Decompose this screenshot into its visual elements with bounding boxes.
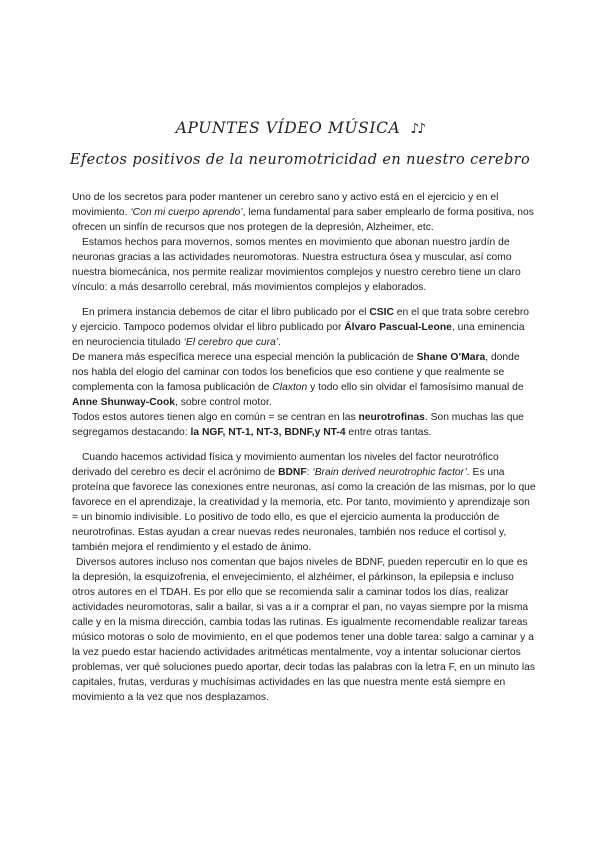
neurotrophin-list: la NGF, NT-1, NT-3, BDNF,y NT-4 — [190, 427, 346, 438]
author-shunway-cook: Anne Shunway-Cook — [72, 397, 175, 408]
title-text: APUNTES VÍDEO MÚSICA — [175, 119, 401, 137]
paragraph-movement: Estamos hechos para movernos, somos mentes en movimiento que abonan nuestro jardín de neuronas gracias a las actividades neuromotoras. Nuestra estructura ósea y muscular, así como nuestra biomecánica, nos permite realizar movimientos complejos y nuestro cerebro tiene un claro vínculo: a más desarrollo cerebral, más movimientos complejos y elaborados. — [72, 237, 521, 293]
neurotrofinas-term: neurotrofinas — [358, 412, 425, 423]
document-title — [0, 118, 600, 139]
document-subtitle: Efectos positivos de la neuromotricidad en nuestro cerebro — [69, 152, 531, 168]
music-notes-icon: ♪♪ — [410, 121, 425, 137]
quote-con-mi-cuerpo: ‘Con mi cuerpo aprendo’ — [130, 207, 243, 218]
author-omara: Shane O’Mara — [416, 352, 486, 363]
paragraph-bdnf: Cuando hacemos actividad física y movimiento aumentan los niveles del factor neurotrófico derivado del cerebro es decir el acrónimo de BDNF: ‘Brain derived neurotrophic factor’. Es una proteína que favorece las conexiones entre neuronas, así como la creación de las mismas, por lo que favorece en el aprendizaje, la creatividad y la memoria, etc. Por tanto, movimiento y aprendizaje son = un binomio indivisible. Lo positivo de todo ello, es que el ejercicio aumenta la producción de neurotrofinas. Estas ayudan a crear nuevas redes neuronales, también nos reduce el cortisol y, también mejora el rendimiento y el estado de ánimo. — [72, 452, 536, 553]
paragraph-recommendations: Diversos autores incluso nos comentan que bajos niveles de BDNF, pueden repercutir en lo que es la depresión, la esquizofrenia, el envejecimiento, el alzhéimer, el párkinson, la epilepsia e incluso otros autores en el TDAH. Es por ello que se recomienda salir a caminar todos los días, realizar actividades neuromotoras, salir a bailar, si vas a ir a comprar el pan, no vayas siempre por la misma calle y en la misma dirección, cambia todas las rutinas. Es igualmente recomendable realizar tareas músico motoras o solo de movimiento, en el que podemos tener una doble tarea: salgo a caminar y a la vez puedo estar haciendo actividades aritméticas mentalmente, voy a intentar solucionar ciertos problemas, ver qué soluciones puedo aportar, decir todas las palabras con la letra F, en un minuto las capitales, frutas, verduras y muchísimas actividades en las que nuestra mente está siempre en movimiento a la vez que nos desplazamos. — [72, 557, 536, 703]
csic-ref: CSIC — [369, 307, 394, 318]
paragraph-neurotrophins: Todos estos autores tienen algo en común = se centran en las neurotrofinas. Son muchas las que segregamos destacando: la NGF, NT-1, NT-3, BDNF,y NT-4 entre otras tantas. — [72, 412, 524, 438]
document-body — [72, 190, 536, 705]
author-pascual-leone: Álvaro Pascual-Leone — [344, 322, 452, 333]
header — [0, 118, 600, 170]
paragraph-authors: De manera más específica merece una especial mención la publicación de Shane O’Mara, donde nos habla del elogio del caminar con todos los beneficios que eso contiene y que realmente se complementa con la famosa publicación de Claxton y todo ello sin olvidar el famosísimo manual de Anne Shunway-Cook, sobre control motor. — [72, 352, 524, 408]
book-title: ‘El cerebro que cura’ — [183, 337, 279, 348]
bdnf-term: BDNF — [278, 467, 307, 478]
paragraph-books: En primera instancia debemos de citar el libro publicado por el CSIC en el que trata sobre cerebro y ejercicio. Tampoco podemos olvidar el libro publicado por Álvaro Pascual-Leone, una eminencia en neurociencia titulado ‘El cerebro que cura’. — [72, 307, 530, 348]
claxton-ref: Claxton — [272, 382, 308, 393]
bdnf-expansion: ‘Brain derived neurotrophic factor’ — [312, 467, 467, 478]
paragraph-intro: Uno de los secretos para poder mantener un cerebro sano y activo está en el ejercicio y en el movimiento. ‘Con mi cuerpo aprendo’, lema fundamental para saber emplearlo de forma positiva, nos ofrecen un sinfín de recursos que nos protegen de la depresión, Alzheimer, etc. — [72, 192, 534, 233]
